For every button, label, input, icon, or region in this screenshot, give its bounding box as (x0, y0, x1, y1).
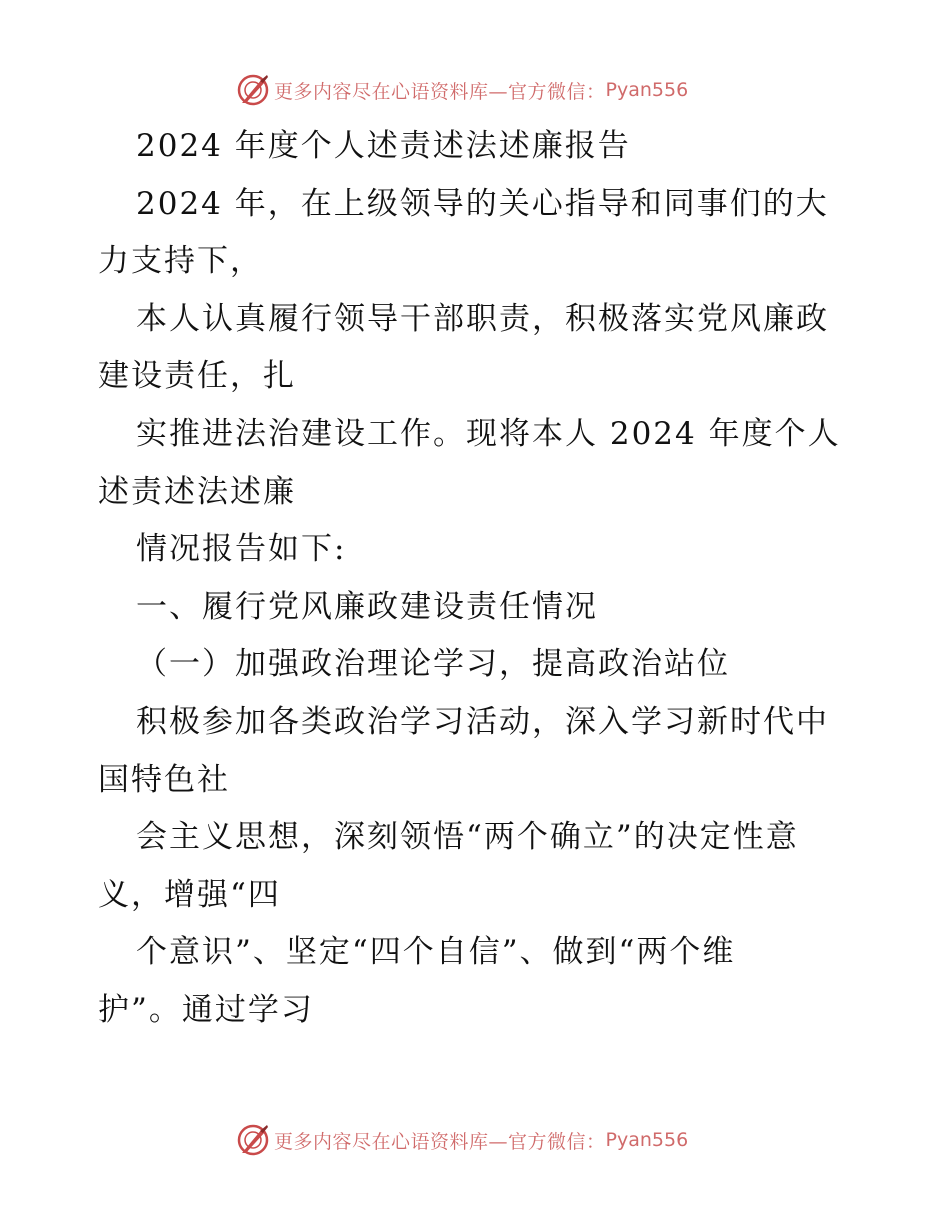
paragraph-line: 积极参加各类政治学习活动，深入学习新时代中 (136, 703, 829, 740)
document-body (98, 118, 858, 1040)
quill-logo-icon (236, 1123, 270, 1157)
paragraph-line: 情况报告如下: (136, 531, 347, 568)
paragraph-line: 实推进法治建设工作。现将本人 2024 年度个人 (136, 415, 841, 452)
watermark-text: 更多内容尽在心语资料库—官方微信： (274, 80, 606, 103)
quill-logo-icon (236, 73, 270, 107)
footer-watermark (236, 1122, 688, 1158)
paragraph-line: 国特色社 (98, 761, 230, 798)
paragraph-line: 建设责任，扎 (98, 358, 296, 395)
paragraph-line: 护”。通过学习 (98, 991, 314, 1028)
paragraph-line: 个意识”、坚定“四个自信”、做到“两个维 (136, 934, 736, 971)
paragraph-line: 述责述法述廉 (98, 473, 296, 510)
subsection-heading: （一）加强政治理论学习，提高政治站位 (136, 646, 730, 683)
header-watermark (236, 72, 688, 108)
paragraph-line: 义，增强“四 (98, 876, 281, 913)
section-heading: 一、履行党风廉政建设责任情况 (136, 588, 598, 625)
paragraph-line: 力支持下， (98, 243, 263, 280)
paragraph-line: 2024 年，在上级领导的关心指导和同事们的大 (136, 185, 829, 222)
paragraph-line: 本人认真履行领导干部职责，积极落实党风廉政 (136, 300, 829, 337)
paragraph-line: 会主义思想，深刻领悟“两个确立”的决定性意 (136, 819, 799, 856)
watermark-account: Pyan556 (605, 79, 689, 101)
watermark-text: 更多内容尽在心语资料库—官方微信： (274, 1130, 606, 1153)
watermark-account: Pyan556 (605, 1129, 689, 1151)
document-title: 2024 年度个人述责述法述廉报告 (136, 128, 631, 164)
